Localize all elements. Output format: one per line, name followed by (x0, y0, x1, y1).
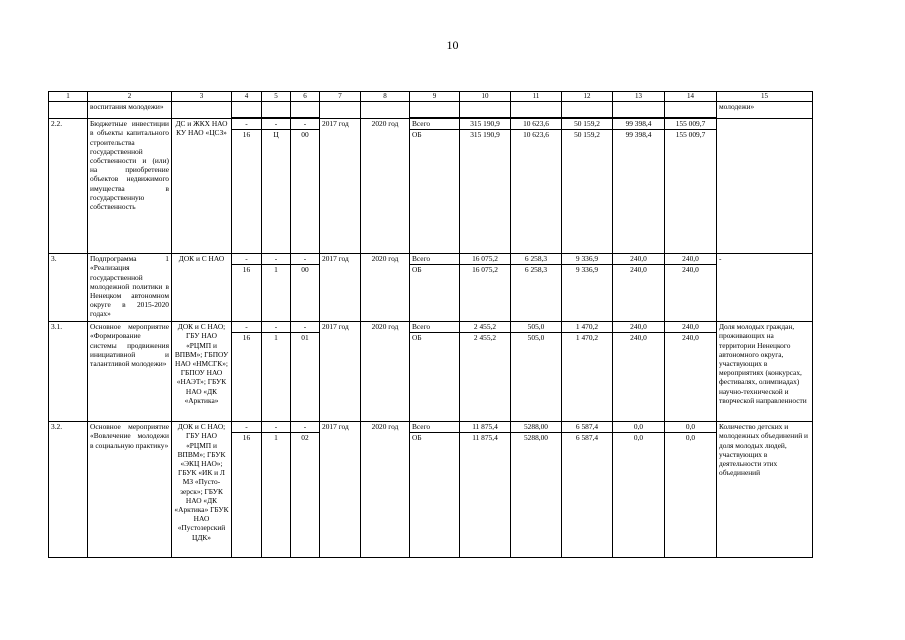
amount-2019: 240,0 (613, 333, 665, 422)
amount-2017 (511, 102, 562, 118)
activity-name: воспитания молодежи» (88, 102, 172, 119)
amount-total: 315 190,9 (460, 130, 511, 254)
code-6: - (291, 422, 320, 433)
amount-2020: 240,0 (665, 265, 717, 322)
amount-2018: 1 470,2 (562, 322, 613, 333)
amount-2019: 99 398,4 (613, 119, 665, 130)
header-cell: 10 (460, 92, 511, 102)
end-year: 2020 год (361, 422, 410, 558)
amount-2017: 10 623,6 (511, 130, 562, 254)
header-cell: 2 (88, 92, 172, 102)
amount-2017: 505,0 (511, 333, 562, 422)
header-cell: 1 (49, 92, 88, 102)
amount-2020 (665, 102, 717, 118)
end-year: 2020 год (361, 322, 410, 422)
funding-source: ОБ (410, 433, 460, 558)
code-5: 1 (262, 333, 291, 422)
executor: ДОК и С НАО (172, 254, 232, 322)
funding-source: ОБ (410, 130, 460, 254)
end-year: 2020 год (361, 254, 410, 322)
header-cell: 7 (320, 92, 361, 102)
row-number: 3.2. (49, 422, 88, 558)
code-4: 16 (232, 333, 262, 422)
code-6: - (291, 119, 320, 130)
amount-total: 16 075,2 (460, 265, 511, 322)
amount-2020: 155 009,7 (665, 119, 717, 130)
amount-2019: 240,0 (613, 265, 665, 322)
amount-2020: 0,0 (665, 433, 717, 558)
amount-2017: 10 623,6 (511, 119, 562, 130)
row-number: 3.1. (49, 322, 88, 422)
header-cell: 13 (613, 92, 665, 102)
code-6: 00 (291, 130, 320, 254)
amount-total: 11 875,4 (460, 433, 511, 558)
amount-2017: 6 258,3 (511, 265, 562, 322)
amount-2019: 99 398,4 (613, 130, 665, 254)
page-number: 10 (446, 38, 459, 52)
amount-2018: 1 470,2 (562, 333, 613, 422)
amount-2018: 50 159,2 (562, 119, 613, 130)
executor (172, 102, 232, 119)
amount-2018: 6 587,4 (562, 433, 613, 558)
amount-2018: 9 336,9 (562, 265, 613, 322)
amount-2017: 5288,00 (511, 433, 562, 558)
amount-total: 2 455,2 (460, 322, 511, 333)
amount-2018: 50 159,2 (562, 130, 613, 254)
amount-2019: 240,0 (613, 322, 665, 333)
code-6: 00 (291, 265, 320, 322)
code-4: - (232, 422, 262, 433)
code-4: - (232, 119, 262, 130)
start-year: 2017 год (320, 422, 361, 558)
amount-2018: 6 587,4 (562, 422, 613, 433)
table-row (49, 102, 813, 118)
code-4: 16 (232, 433, 262, 558)
amount-total: 2 455,2 (460, 333, 511, 422)
activity-name: Основное мероприятие «Формирование системы продвижения инициативной и талантливой молодежи» (88, 322, 172, 422)
code-4: - (232, 254, 262, 265)
code-5: - (262, 254, 291, 265)
code-5: - (262, 322, 291, 333)
code-6: - (291, 322, 320, 333)
row-number: 3. (49, 254, 88, 322)
amount-2020: 0,0 (665, 422, 717, 433)
amount-2017: 5288,00 (511, 422, 562, 433)
start-year: 2017 год (320, 322, 361, 422)
amount-total: 16 075,2 (460, 254, 511, 265)
indicator: - (717, 254, 813, 322)
amount-2018 (562, 102, 613, 118)
code-5 (262, 102, 291, 118)
code-4: 16 (232, 265, 262, 322)
amount-total (460, 102, 511, 118)
code-4 (232, 102, 262, 118)
amount-2020: 240,0 (665, 254, 717, 265)
header-cell: 11 (511, 92, 562, 102)
amount-2019 (613, 102, 665, 118)
amount-2020: 240,0 (665, 333, 717, 422)
code-5: 1 (262, 433, 291, 558)
activity-name: Бюджетные инвестиции в объекты капитального строительства государственной собственности и (или) на приобретение объектов недвижимого имущества в государственную собственность (88, 119, 172, 254)
activity-name: Основное мероприятие «Вовлечение молодежи в социальную практику» (88, 422, 172, 558)
code-6: 01 (291, 333, 320, 422)
indicator: Количество детских и молодежных объединений и доля молодых людей, участвующих в деятельности этих объединений (717, 422, 813, 558)
code-5: - (262, 422, 291, 433)
executor: ДС и ЖКХ НАО КУ НАО «ЦСЗ» (172, 119, 232, 254)
start-year: 2017 год (320, 254, 361, 322)
activity-name: Подпрограмма 1 «Реализация государственной молодежной политики в Ненецком автономном округе в 2015-2020 годах» (88, 254, 172, 322)
header-cell: 9 (410, 92, 460, 102)
code-6 (291, 102, 320, 118)
executor: ДОК и С НАО; ГБУ НАО «РЦМП и ВПВМ»; ГБУК «ЭКЦ НАО»; ГБУК «ИК и Л МЗ «Пусто-зерск»; ГБУК НАО «ДК «Арктика» ГБУК НАО «Пустозерский ЦДК» (172, 422, 232, 558)
amount-2017: 6 258,3 (511, 254, 562, 265)
header-cell: 4 (232, 92, 262, 102)
amount-2018: 9 336,9 (562, 254, 613, 265)
indicator: Доля молодых граждан, проживающих на территории Ненецкого автономного округа, участвующих в мероприятиях (конкурсах, фестивалях, олимпиадах) научно-технической и творческой направленности (717, 322, 813, 422)
table-row (49, 422, 813, 433)
header-cell: 6 (291, 92, 320, 102)
funding-source (410, 102, 460, 118)
header-row (49, 92, 813, 102)
code-5: - (262, 119, 291, 130)
code-5: Ц (262, 130, 291, 254)
header-cell: 14 (665, 92, 717, 102)
header-cell: 3 (172, 92, 232, 102)
start-year (320, 102, 361, 119)
funding-source: Всего (410, 322, 460, 333)
amount-total: 11 875,4 (460, 422, 511, 433)
amount-2017: 505,0 (511, 322, 562, 333)
indicator (717, 119, 813, 254)
code-6: - (291, 254, 320, 265)
amount-2020: 155 009,7 (665, 130, 717, 254)
start-year: 2017 год (320, 119, 361, 254)
header-cell: 5 (262, 92, 291, 102)
indicator: молодежи» (717, 102, 813, 119)
table-row (49, 322, 813, 333)
amount-2019: 240,0 (613, 254, 665, 265)
code-4: 16 (232, 130, 262, 254)
program-table (48, 91, 813, 558)
code-6: 02 (291, 433, 320, 558)
funding-source: Всего (410, 119, 460, 130)
row-number: 2.2. (49, 119, 88, 254)
header-cell: 12 (562, 92, 613, 102)
table-row (49, 254, 813, 265)
funding-source: Всего (410, 254, 460, 265)
amount-2020: 240,0 (665, 322, 717, 333)
header-cell: 8 (361, 92, 410, 102)
code-4: - (232, 322, 262, 333)
code-5: 1 (262, 265, 291, 322)
funding-source: ОБ (410, 265, 460, 322)
row-number (49, 102, 88, 119)
end-year: 2020 год (361, 119, 410, 254)
end-year (361, 102, 410, 119)
amount-2019: 0,0 (613, 433, 665, 558)
executor: ДОК и С НАО; ГБУ НАО «РЦМП и ВПВМ»; ГБПОУ НАО «НМСГК»; ГБПОУ НАО «НАЭТ»; ГБУК НАО «ДК «Арктика» (172, 322, 232, 422)
funding-source: Всего (410, 422, 460, 433)
amount-2019: 0,0 (613, 422, 665, 433)
funding-source: ОБ (410, 333, 460, 422)
header-cell: 15 (717, 92, 813, 102)
table-row (49, 119, 813, 130)
amount-total: 315 190,9 (460, 119, 511, 130)
